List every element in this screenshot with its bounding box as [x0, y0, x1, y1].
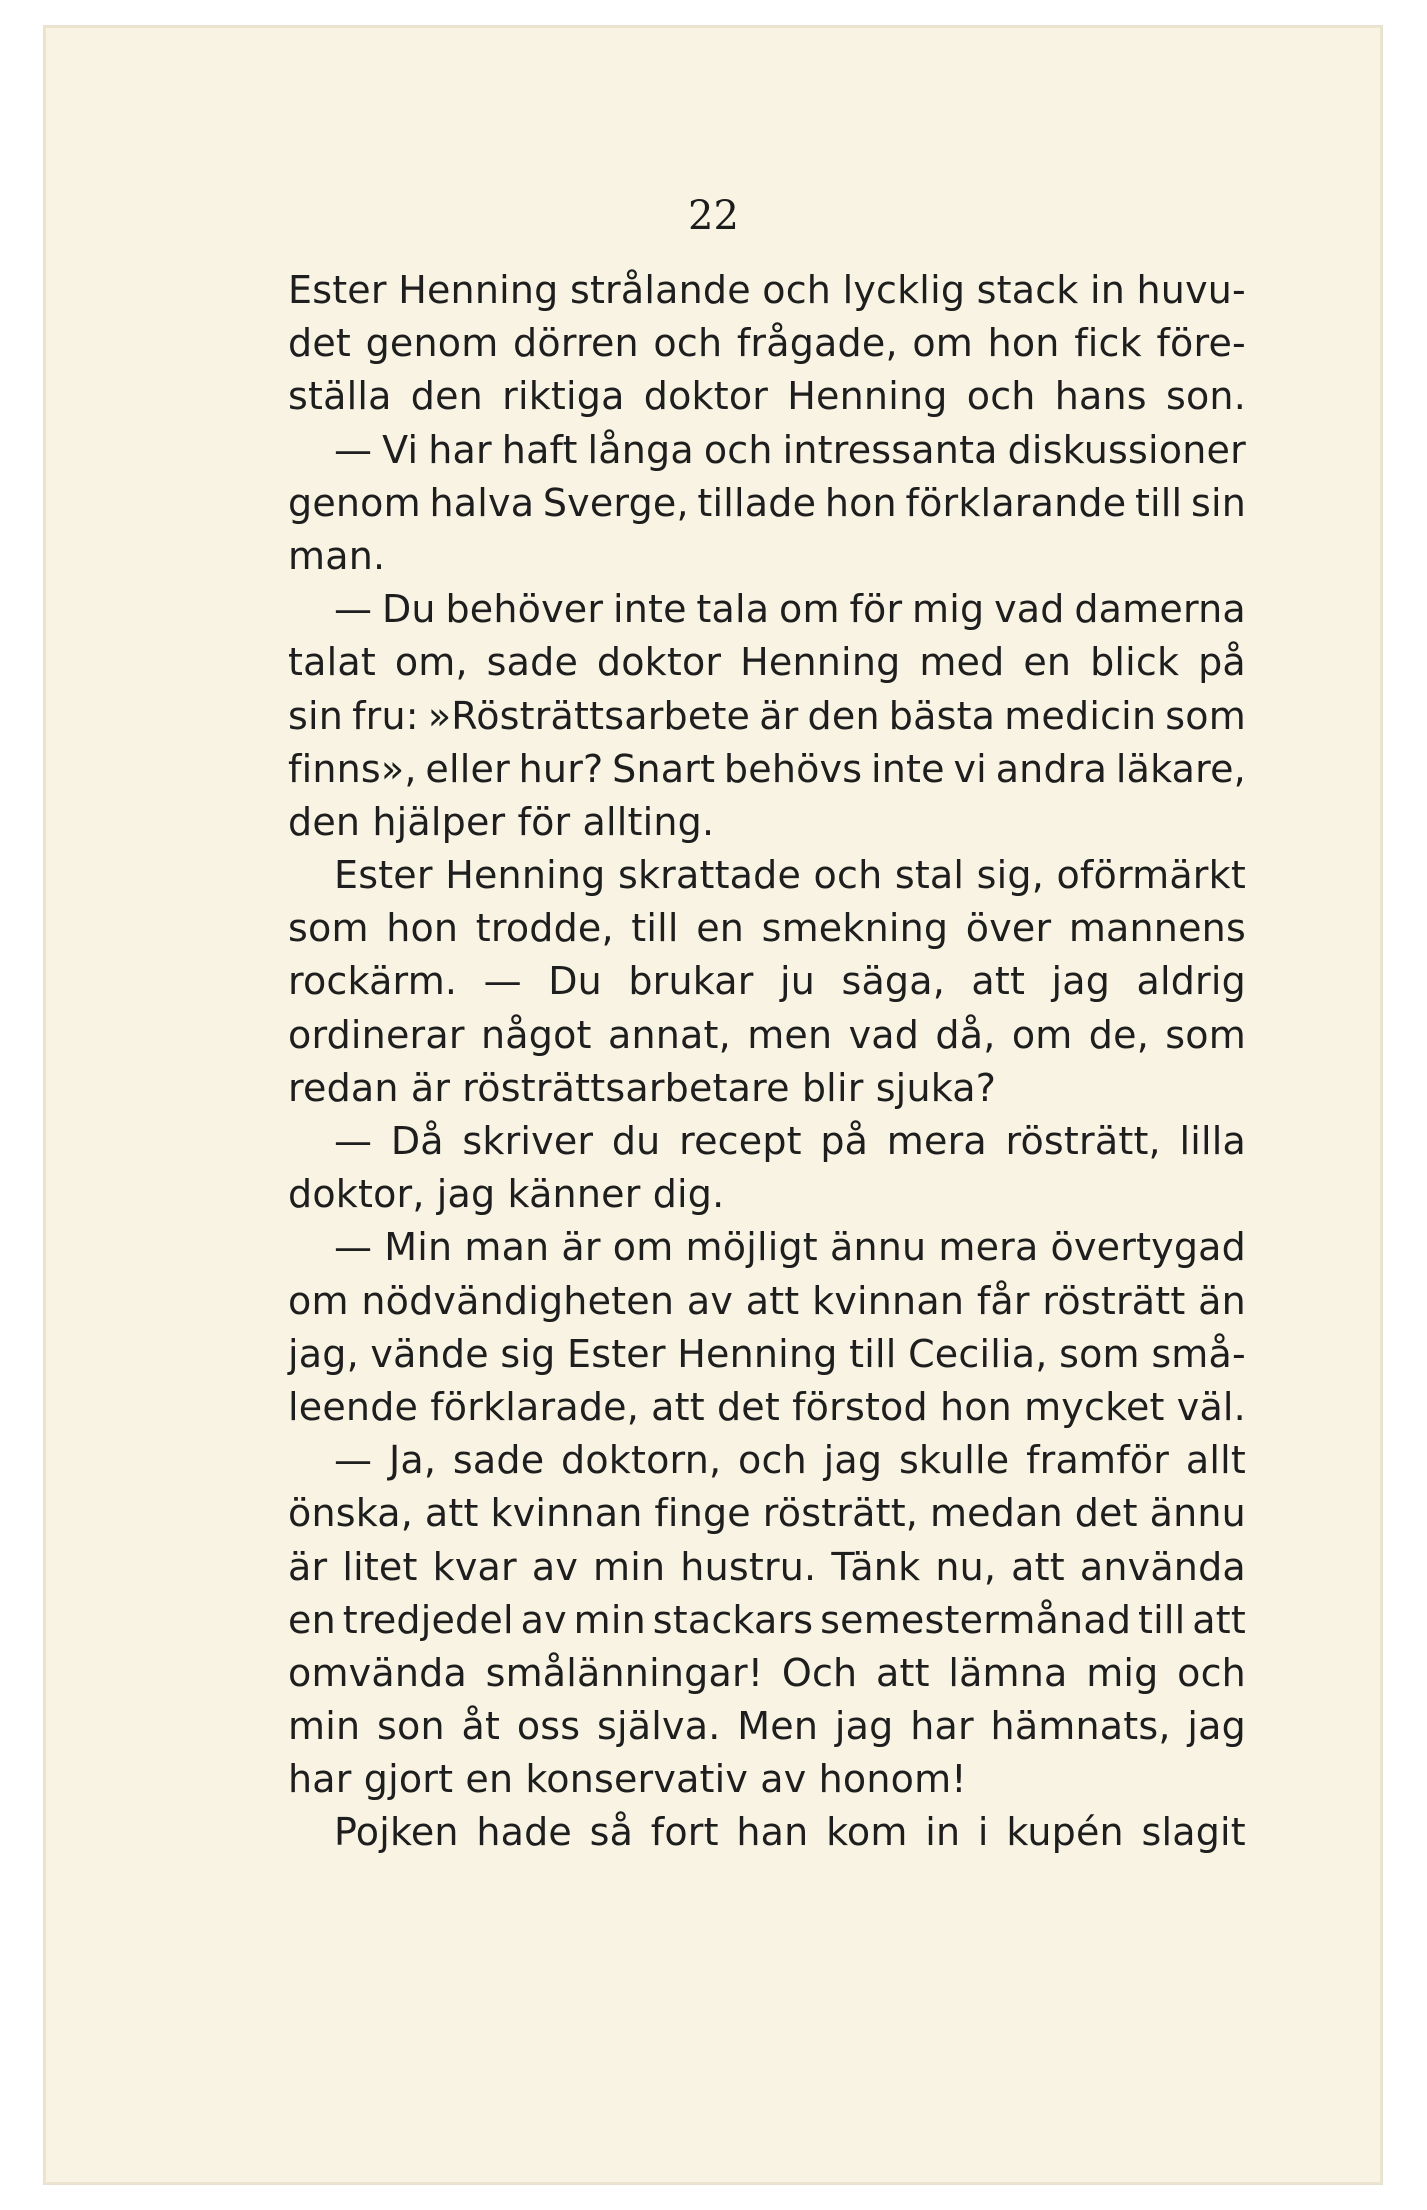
word: slagit	[1141, 1810, 1246, 1855]
word: och	[813, 853, 883, 898]
text-line	[288, 902, 1246, 955]
word: att	[745, 1278, 800, 1323]
word: min	[288, 1704, 361, 1749]
word: dörren	[513, 321, 639, 366]
text-line	[288, 1221, 1246, 1274]
word: Henning	[787, 374, 948, 419]
word: doktor	[643, 374, 769, 419]
word: genom	[365, 321, 499, 366]
word: den	[410, 374, 483, 419]
word: använda	[1079, 1544, 1246, 1589]
word: han	[736, 1810, 809, 1855]
word: Sverge,	[542, 480, 689, 525]
word: att	[651, 1384, 705, 1429]
word: sin	[1190, 480, 1246, 525]
word: för	[517, 799, 571, 844]
word: Henning	[445, 853, 606, 898]
word: över	[965, 906, 1052, 951]
word: hur?	[518, 746, 604, 791]
word: av	[760, 1757, 807, 1802]
word: väl.	[1176, 1384, 1246, 1429]
word: intressanta	[782, 427, 998, 472]
word: Ester	[334, 853, 433, 898]
word: behöver	[445, 587, 604, 632]
word: som	[1059, 1331, 1140, 1376]
text-line	[288, 477, 1246, 530]
word: av	[531, 1544, 579, 1589]
word: av	[520, 1597, 567, 1642]
word: förklarade,	[430, 1384, 640, 1429]
word: lämna	[948, 1650, 1068, 1695]
word: vände	[370, 1331, 489, 1376]
word: en	[1023, 640, 1072, 685]
word: leende	[288, 1384, 419, 1429]
word: hämnats,	[990, 1704, 1171, 1749]
word: semestermånad	[820, 1597, 1132, 1642]
word: omvända	[288, 1650, 467, 1695]
word: kvinnan	[490, 1491, 643, 1536]
word: förstod	[792, 1384, 928, 1429]
word: sin	[288, 693, 344, 738]
word: honom!	[818, 1757, 967, 1802]
word: långa	[587, 427, 694, 472]
word: Tänk	[831, 1544, 921, 1589]
word: riktiga	[502, 374, 625, 419]
word: doktor	[596, 640, 722, 685]
word: skrattade	[617, 853, 802, 898]
word: om	[912, 321, 973, 366]
word: diskussioner	[1007, 427, 1246, 472]
word: så	[589, 1810, 634, 1855]
word: rösträttsarbetare	[462, 1065, 790, 1110]
word: mycket	[1024, 1384, 1165, 1429]
word: strålande	[569, 268, 751, 312]
word: Ester	[566, 1331, 666, 1376]
word: jag	[823, 1438, 883, 1483]
word: dig.	[652, 1172, 725, 1217]
word: men	[747, 1012, 833, 1057]
word: Och	[781, 1650, 858, 1695]
word: tala	[696, 587, 770, 632]
word: hon	[987, 321, 1060, 366]
word: framför	[1026, 1438, 1170, 1483]
word: lilla	[1179, 1119, 1246, 1163]
word: vad	[994, 587, 1065, 632]
word: om	[779, 587, 840, 632]
word: Snart	[612, 746, 716, 791]
text-line	[288, 1381, 1246, 1434]
word: hon	[386, 906, 459, 951]
text-line	[288, 1062, 1246, 1115]
word: om,	[394, 640, 468, 685]
page-number: 22	[688, 193, 739, 239]
word: aldrig	[1136, 959, 1246, 1004]
word: jag	[1051, 959, 1111, 1004]
word: son	[377, 1704, 445, 1749]
text-line	[288, 1115, 1246, 1168]
word: det	[716, 1384, 780, 1429]
word: inte	[612, 587, 687, 632]
word: blick	[1090, 640, 1180, 685]
word: en	[465, 1757, 514, 1802]
word: om	[612, 1225, 674, 1270]
word: hade	[476, 1810, 572, 1855]
word: som	[1165, 1012, 1246, 1057]
word: oförmärkt	[1056, 853, 1246, 898]
word: att	[875, 1650, 930, 1695]
text-line	[288, 1434, 1246, 1487]
word: hon	[939, 1384, 1012, 1429]
word: övertygad	[1050, 1225, 1246, 1270]
word: till	[1134, 480, 1183, 525]
word: är	[410, 1065, 451, 1110]
word: Ja,	[388, 1438, 437, 1483]
word: inte	[871, 746, 945, 791]
word: hon	[824, 480, 897, 525]
text-line	[288, 796, 1246, 849]
word: att	[424, 1491, 479, 1536]
word: tillade	[697, 480, 817, 525]
word: skulle	[898, 1438, 1010, 1483]
text-line	[288, 317, 1246, 370]
word: recept	[679, 1119, 802, 1163]
word: hans	[1054, 374, 1147, 419]
word: att	[1192, 1597, 1246, 1642]
word: att	[971, 959, 1026, 1004]
word: —	[334, 587, 373, 632]
word: jag	[834, 1704, 894, 1749]
word: har	[910, 1704, 974, 1749]
word: sig	[500, 1331, 556, 1376]
word: finns»,	[288, 746, 417, 791]
word: med	[919, 640, 1005, 685]
word: mig	[1086, 1650, 1159, 1695]
word: kupén	[1006, 1810, 1124, 1855]
word: mig	[912, 587, 985, 632]
word: andra	[995, 746, 1108, 791]
word: jag	[1187, 1704, 1246, 1749]
word: före-	[1156, 321, 1246, 366]
word: in	[925, 1810, 961, 1855]
word: —	[334, 427, 373, 472]
text-line	[288, 583, 1246, 636]
word: det	[1074, 1491, 1138, 1536]
word: sig,	[976, 853, 1044, 898]
word: är	[759, 693, 799, 738]
word: eller	[425, 746, 510, 791]
word: gjort	[363, 1757, 454, 1802]
word: kvinnan	[812, 1278, 965, 1323]
word: in	[1089, 268, 1126, 312]
word: brukar	[628, 959, 754, 1004]
word: som	[1165, 693, 1246, 738]
word: smålänningar!	[485, 1650, 764, 1695]
word: den	[288, 799, 361, 844]
word: den	[807, 693, 880, 738]
word: genom	[288, 480, 421, 525]
word: halva	[429, 480, 535, 525]
word: fru:	[352, 693, 419, 738]
word: huvu-	[1136, 268, 1246, 312]
word: frågade,	[736, 321, 898, 366]
word: önska,	[288, 1491, 414, 1536]
text-line	[288, 424, 1246, 477]
text-line	[288, 1009, 1246, 1062]
word: jag	[436, 1172, 496, 1217]
word: ju	[780, 959, 816, 1004]
word: Men	[737, 1704, 819, 1749]
word: mera	[938, 1225, 1039, 1270]
word: då,	[935, 1012, 996, 1057]
word: i	[977, 1810, 989, 1855]
word: och	[703, 427, 773, 472]
text-line	[288, 1806, 1246, 1859]
word: vad	[848, 1012, 920, 1057]
word: Min	[384, 1225, 453, 1270]
word: Du	[548, 959, 602, 1004]
text-line	[288, 1275, 1246, 1328]
word: åt	[461, 1704, 501, 1749]
word: Vi	[382, 427, 419, 472]
word: lycklig	[842, 268, 966, 312]
word: annat,	[607, 1012, 731, 1057]
word: smekning	[761, 906, 949, 951]
word: skriver	[462, 1119, 594, 1163]
text-line	[288, 849, 1246, 902]
word: talat	[288, 640, 376, 685]
word: vi	[953, 746, 987, 791]
word: säga,	[841, 959, 946, 1004]
word: på	[820, 1119, 869, 1163]
word: konservativ	[525, 1757, 749, 1802]
word: till	[631, 906, 679, 951]
word: ordinerar	[288, 1012, 465, 1057]
word: små-	[1151, 1331, 1246, 1376]
word: min	[593, 1544, 666, 1589]
word: en	[288, 1597, 336, 1642]
text-line	[288, 955, 1246, 1008]
word: får	[976, 1278, 1030, 1323]
word: än	[1198, 1278, 1246, 1323]
word: Cecilia,	[908, 1331, 1048, 1376]
word: hjälper	[372, 799, 506, 844]
text-line	[288, 530, 1246, 583]
word: behövs	[723, 746, 863, 791]
text-line	[288, 1541, 1246, 1594]
text-line	[288, 1168, 1246, 1221]
word: en	[696, 906, 745, 951]
word: hustru.	[680, 1544, 817, 1589]
word: det	[288, 321, 351, 366]
word: läkare,	[1115, 746, 1246, 791]
word: ställa	[288, 374, 392, 419]
word: stal	[894, 853, 965, 898]
word: Du	[381, 587, 436, 632]
word: man	[464, 1225, 550, 1270]
word: rösträtt,	[1005, 1119, 1161, 1163]
text-line	[288, 1328, 1246, 1381]
word: ännu	[1149, 1491, 1246, 1536]
word: nu,	[935, 1544, 997, 1589]
word: —	[483, 959, 522, 1004]
word: för	[849, 587, 903, 632]
word: och	[1177, 1650, 1246, 1695]
text-line	[288, 264, 1246, 317]
text-line	[288, 1487, 1246, 1540]
word: de,	[1088, 1012, 1149, 1057]
word: förklarande	[905, 480, 1127, 525]
word: stack	[976, 268, 1079, 312]
word: fort	[650, 1810, 719, 1855]
word: trodde,	[475, 906, 614, 951]
text-line	[288, 636, 1246, 689]
word: »Rösträttsarbete	[427, 693, 751, 738]
word: känner	[507, 1172, 641, 1217]
word: har	[428, 427, 492, 472]
word: medan	[929, 1491, 1063, 1536]
word: Henning	[677, 1331, 838, 1376]
text-line	[288, 690, 1246, 743]
word: sjuka?	[875, 1065, 997, 1110]
word: att	[1011, 1544, 1065, 1589]
word: litet	[342, 1544, 418, 1589]
body-text	[288, 264, 1246, 1860]
word: Pojken	[334, 1810, 459, 1855]
word: själva.	[597, 1704, 721, 1749]
word: Henning	[740, 640, 901, 685]
word: om	[1011, 1012, 1073, 1057]
word: möjligt	[685, 1225, 818, 1270]
word: har	[288, 1757, 352, 1802]
word: jag,	[288, 1331, 359, 1376]
word: mannens	[1068, 906, 1246, 951]
word: oss	[516, 1704, 581, 1749]
word: —	[334, 1225, 373, 1270]
word: allt	[1185, 1438, 1246, 1483]
word: som	[288, 906, 369, 951]
word: fick	[1074, 321, 1142, 366]
word: till	[1138, 1597, 1186, 1642]
word: rockärm.	[288, 959, 458, 1004]
word: kvar	[432, 1544, 517, 1589]
word: något	[481, 1012, 592, 1057]
word: mera	[886, 1119, 987, 1163]
word: är	[561, 1225, 601, 1270]
word: damerna	[1074, 587, 1246, 632]
word: min	[573, 1597, 646, 1642]
word: på	[1198, 640, 1246, 685]
word: stackars	[652, 1597, 814, 1642]
word: redan	[288, 1065, 399, 1110]
word: Då	[390, 1119, 444, 1163]
word: ännu	[829, 1225, 927, 1270]
word: Henning	[398, 268, 559, 312]
word: —	[334, 1119, 373, 1163]
word: sade	[486, 640, 579, 685]
text-line	[288, 1700, 1246, 1753]
word: till	[849, 1331, 897, 1376]
word: kom	[826, 1810, 908, 1855]
word: doktorn,	[561, 1438, 722, 1483]
word: och	[966, 374, 1036, 419]
word: av	[686, 1278, 734, 1323]
word: bästa	[888, 693, 996, 738]
word: haft	[501, 427, 578, 472]
word: och	[762, 268, 832, 312]
text-line	[288, 1594, 1246, 1647]
word: rösträtt,	[762, 1491, 919, 1536]
word: tredjedel	[342, 1597, 514, 1642]
text-line	[288, 370, 1246, 423]
word: —	[334, 1438, 373, 1483]
word: son.	[1165, 374, 1246, 419]
word: blir	[801, 1065, 864, 1110]
word: Ester	[288, 268, 387, 312]
word: finge	[654, 1491, 751, 1536]
word: och	[653, 321, 723, 366]
word: man.	[288, 533, 386, 578]
word: och	[738, 1438, 807, 1483]
word: sade	[452, 1438, 545, 1483]
word: allting.	[582, 799, 715, 844]
word: rösträtt	[1042, 1278, 1186, 1323]
word: medicin	[1004, 693, 1157, 738]
word: du	[611, 1119, 661, 1163]
text-line	[288, 743, 1246, 796]
word: doktor,	[288, 1172, 425, 1217]
word: är	[288, 1544, 328, 1589]
text-line	[288, 1647, 1246, 1700]
text-line	[288, 1753, 1246, 1806]
word: nödvändigheten	[361, 1278, 675, 1323]
word: om	[288, 1278, 349, 1323]
